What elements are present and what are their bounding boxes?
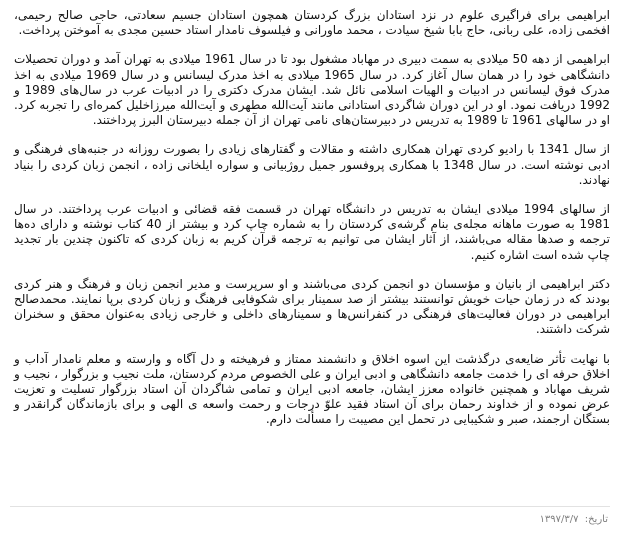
article-body xyxy=(14,8,610,428)
paragraph-intro-teachers: ابراهیمی برای فراگیری علوم در نزد استادان بزرگ کردستان همچون استادان جسیم سعادتی، حاجی صالح رحیمی، افخمی زاده، علی ربانی، حاج بابا شیخ سیادت ، محمد ماورانی و فیلسوف نامدار استاد حسین مجدی به آموختن پرداخت. xyxy=(14,8,610,38)
date-value: ۱۳۹۷/۳/۷ xyxy=(539,514,579,525)
footer-divider xyxy=(10,506,610,507)
publish-date xyxy=(10,513,608,527)
paragraph-associations: دکتر ابراهیمی از بانیان و مؤسسان دو انجمن کردی می‌باشند و او سرپرست و مدیر انجمن زبان و فرهنگ و هنر کردی بودند که در زمان حیات خویش توانستند بیشتر از صد سمینار برای شکوفایی فرهنگ و زبان کردی برپا نمایند. محمدصالح ابراهیمی در دوران فعالیت‌های فرهنگی در کنفرانس‌ها و سمینارهای داخلی و خارجی زیادی به‌عنوان محقق و سخنران شرکت داشتند. xyxy=(14,276,610,337)
paragraph-condolence: با نهایت تأثر ضایعه‌ی درگذشت این اسوه اخلاق و دانشمند ممتاز و فرهیخته و دل آگاه و وارسته و معلم نامدار آداب و اخلاق حرفه ای را خدمت جامعه دانشگاهی و ادبی ایران و علی الخصوص مردم کردستان، ملت نجیب و بزرگوار ، نجیب و شریف مهاباد و همچنین خانواده معزز ایشان، جامعه ادبی ایران و تمامی شاگردان آن استاد بزرگوار تسلیت و تعزیت عرض نموده و از خداوند رحمان برای آن استاد فقید علوّ درجات و رحمت واسعه ی الهی و برای بازماندگان گرانقدر و بستگان ارجمند، صبر و شکیبایی در تحمل این مصیبت را مسألت دارم. xyxy=(14,351,610,427)
date-label: تاریخ: xyxy=(584,514,608,525)
paragraph-education: ابراهیمی از دهه 50 میلادی به سمت دبیری در مهاباد مشغول بود تا در سال 1961 میلادی به تهران آمد و دوران تحصیلات دانشگاهی خود را در همان سال آغاز کرد. در سال 1965 میلادی به اخذ مدرک لیسانس و در سال 1969 میلادی به اخذ مدرک فوق لیسانس در ادبیات و الهیات اسلامی نائل شد. ایشان مدرک دکتری را در ادبیات عرب در سال‌های 1989 و 1992 دریافت نمود. او در این دوران شاگردی استادانی مانند آیت‌الله مطهری و آیت‌الله میرزاخلیل کمره‌ای را تجربه کرد. او در سالهای 1961 تا 1989 به تدریس در دبیرستان‌های نامی تهران از آن جمله دبیرستان البرز پرداختند. xyxy=(14,52,610,128)
paragraph-radio: از سال 1341 با رادیو کردی تهران همکاری داشته و مقالات و گفتارهای زیادی را بصورت روزانه در جنبه‌های فرهنگی و ادبی نوشته است. در سال 1348 با همکاری پروفسور جمیل روژبیانی و سواره ایلخانی زاده ، انجمن زبان کردی را بنیاد نهادند. xyxy=(14,142,610,187)
paragraph-university-teaching: از سالهای 1994 میلادی ایشان به تدریس در دانشگاه تهران در قسمت فقه قضائی و ادبیات عرب پرداختند. در سال 1981 به صورت ماهانه مجله‌ی بنام گرشه‌ی کردستان را به شماره چاپ کرد و بیشتر از 40 کتاب نوشته و دارای ده‌ها ترجمه و صدها مقاله می‌باشند، از آثار ایشان می توانیم به ترجمه قرآن کریم به زبان کردی که تاکنون چندین بار تجدید چاپ شده است اشاره کنیم. xyxy=(14,202,610,262)
